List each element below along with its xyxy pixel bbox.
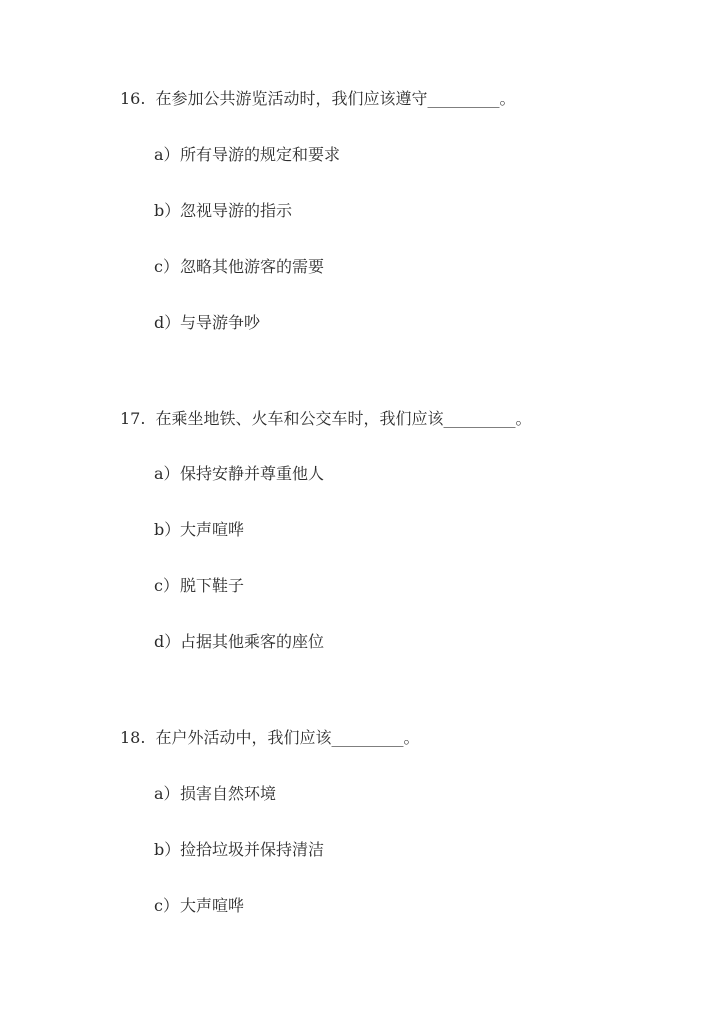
option-text: 所有导游的规定和要求	[180, 145, 341, 164]
option-letter: d）	[154, 313, 181, 332]
option-text: 损害自然环境	[180, 784, 277, 803]
question-text: 在乘坐地铁、火车和公交车时，我们应该_________。	[155, 409, 532, 428]
option-17-a	[154, 463, 324, 485]
option-letter: b）	[154, 840, 181, 859]
question-16	[120, 88, 515, 110]
option-text: 与导游争吵	[180, 313, 261, 332]
option-text: 大声喧哗	[180, 896, 245, 915]
question-18	[120, 727, 419, 749]
option-text: 大声喧哗	[180, 520, 245, 539]
option-text: 脱下鞋子	[180, 576, 245, 595]
option-17-b	[154, 519, 244, 541]
option-letter: c）	[154, 576, 179, 595]
option-text: 忽略其他游客的需要	[180, 257, 325, 276]
question-17	[120, 408, 531, 430]
option-17-d	[154, 631, 324, 653]
option-16-b	[154, 200, 292, 222]
option-text: 忽视导游的指示	[180, 201, 293, 220]
option-letter: a）	[154, 464, 180, 483]
option-letter: a）	[154, 784, 180, 803]
option-letter: d）	[154, 632, 181, 651]
question-text: 在参加公共游览活动时，我们应该遵守_________。	[155, 89, 516, 108]
option-17-c	[154, 575, 244, 597]
option-letter: b）	[154, 201, 181, 220]
option-letter: c）	[154, 257, 179, 276]
option-text: 保持安静并尊重他人	[180, 464, 325, 483]
option-text: 占据其他乘客的座位	[180, 632, 325, 651]
question-number: 16.	[120, 89, 146, 108]
option-18-c	[154, 895, 244, 917]
question-text: 在户外活动中，我们应该_________。	[155, 728, 420, 747]
question-number: 18.	[120, 728, 146, 747]
option-letter: a）	[154, 145, 180, 164]
option-18-b	[154, 839, 324, 861]
option-16-a	[154, 144, 340, 166]
option-16-d	[154, 312, 260, 334]
option-text: 捡拾垃圾并保持清洁	[180, 840, 325, 859]
question-number: 17.	[120, 409, 146, 428]
option-letter: b）	[154, 520, 181, 539]
option-18-a	[154, 783, 276, 805]
option-16-c	[154, 256, 324, 278]
option-letter: c）	[154, 896, 179, 915]
